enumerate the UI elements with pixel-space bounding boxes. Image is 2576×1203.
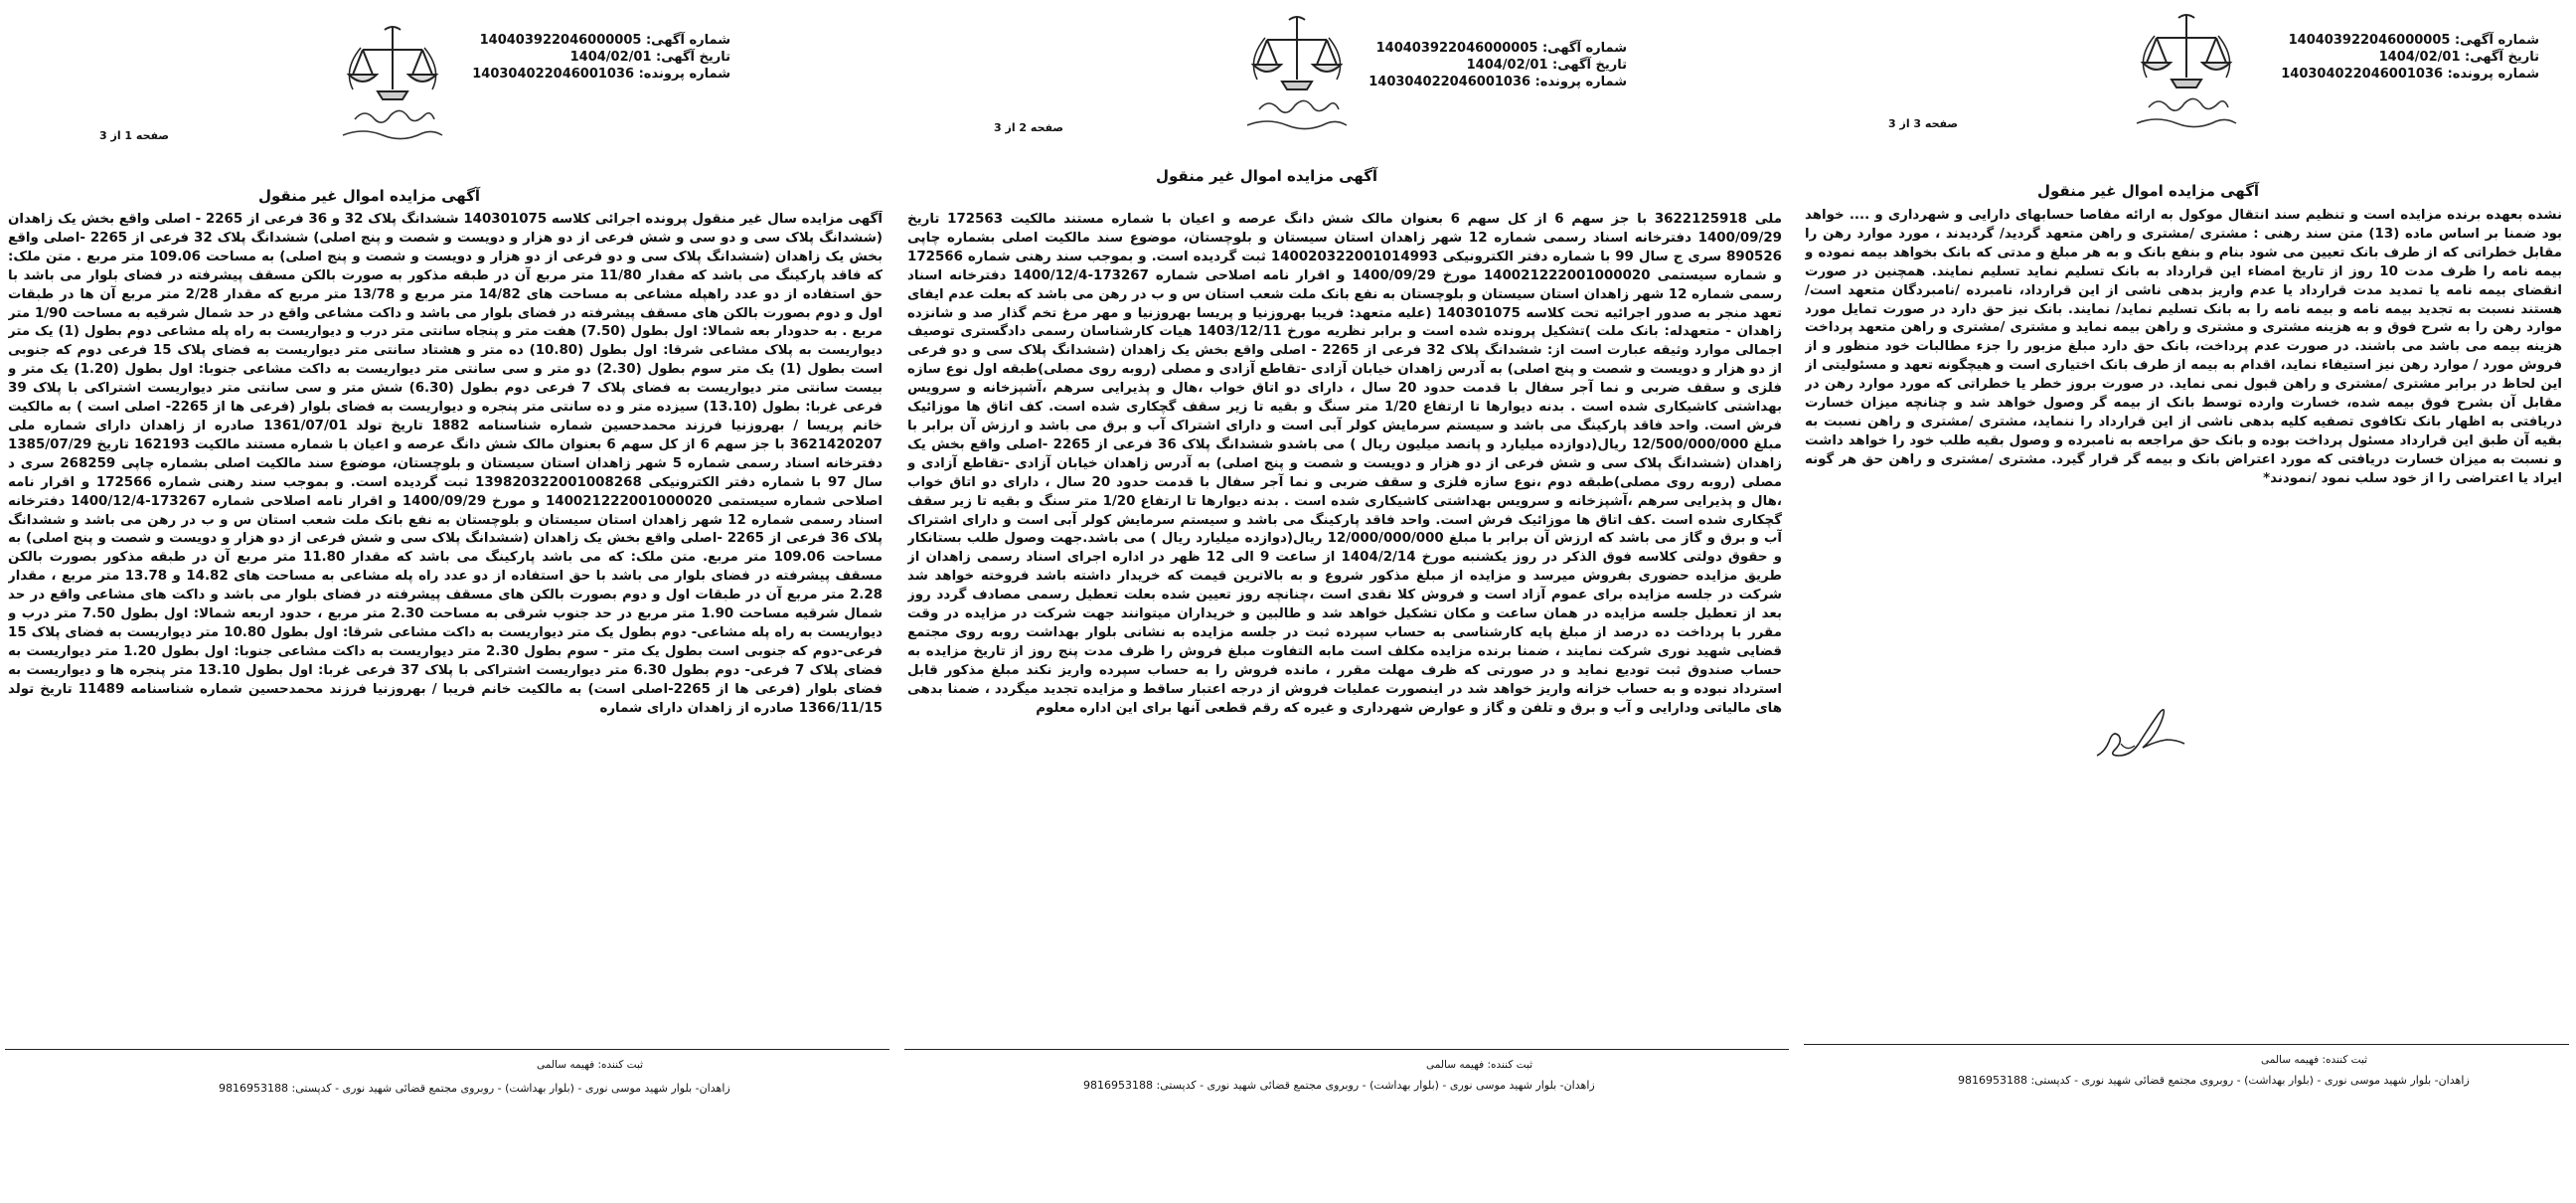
judiciary-emblem-icon — [1237, 10, 1357, 139]
case-number: 140304022046001036 — [2281, 67, 2444, 82]
ad-date-label: تاریخ آگهی: — [2465, 50, 2539, 65]
recorder-name: فهیمه سالمی — [537, 1059, 595, 1071]
ad-number: 140403922046000005 — [1375, 41, 1538, 56]
judiciary-emblem-icon — [333, 20, 452, 149]
case-number-label: شماره پرونده: — [1534, 75, 1627, 89]
page-1-meta — [472, 32, 730, 83]
ad-number-label: شماره آگهی: — [2454, 33, 2539, 48]
office-address: زاهدان- بلوار شهید موسی نوری - (بلوار بهداشت) - روبروی مجتمع قضائی شهید نوری - کدپستی: 9816953188 — [1958, 1074, 2470, 1087]
ad-date: 1404/02/01 — [1466, 58, 1548, 73]
ad-number-label: شماره آگهی: — [645, 33, 730, 48]
page-2-meta — [1368, 40, 1627, 90]
recorder-label: ثبت کننده: — [597, 1059, 644, 1071]
office-address: زاهدان- بلوار شهید موسی نوری - (بلوار بهداشت) - روبروی مجتمع قضائی شهید نوری - کدپستی: 9816953188 — [1083, 1079, 1595, 1092]
ad-number: 140403922046000005 — [2288, 33, 2451, 48]
document-page-2 — [899, 0, 1799, 1203]
page-title: آگهی مزایده اموال غیر منقول — [1156, 167, 1378, 185]
ad-date: 1404/02/01 — [569, 50, 652, 65]
ad-date-label: تاریخ آگهی: — [656, 50, 730, 65]
signature-icon — [2087, 686, 2196, 775]
page-number: صفحه 1 از 3 — [99, 129, 170, 142]
ad-number-label: شماره آگهی: — [1541, 41, 1627, 56]
ad-number-row — [479, 32, 730, 49]
recorder-name: فهیمه سالمی — [2261, 1054, 2320, 1066]
page-1-body-text: آگهی مزایده سال غیر منقول پرونده اجرائی کلاسه 140301075 ششدانگ پلاک 32 و 36 فرعی از 2265 - اصلی واقع بخش یک زاهدان (ششدانگ پلاک سی و دو سی و شش فرعی از دو هزار و دویست و شصت و پنج اصلی) ششدانگ پلاک 32 فرعی از 2265 -اصلی واقع بخش یک زاهدان (ششدانگ پلاک سی و دو فرعی از دو هزار و دویست و شصت و پنج اصلی) به مساحت 109.06 متر مربع . متن ملک: که فاقد پارکینگ می باشد که مقدار 11/80 متر مربع آن در طبقه مذکور به صورت بالکن مسقف پیشرفته در فضای بلوار می باشد با حق استفاده از دو عدد راهپله مشاعی به مساحت های 14/82 متر مربع و 13/78 متر مربع که مقدار 2/28 متر مربع آن ها در طبقات اول و دوم بصورت بالکن های مسقف پیشرفته در فضای بلوار می باشد و داکت مشاعی واقع در حد شمال شرقیه به مساحت 1/90 متر مربع . به حدودار بعه شمالا: اول بطول (7.50) هفت متر و پنجاه سانتی متر درب و دیواریست به راه پله مشاعی دوم بطول (1) یک متر دیواریست به پلاک مشاعی شرقا: اول بطول (10.80) ده متر و هشتاد سانتی متر دیواریست به فضای پلاک 15 فرعی دوم که جنوبی است بطول (1) یک متر سوم بطول (2.30) دو متر و سی سانتی متر دیواریست به داکت مشاعی جنوبا: اول بطول (1.20) یک متر و بیست سانتی متر دیواریست به فضای پلاک 7 فرعی دوم بطول (6.30) شش متر و سی سانتی متر دیواریست اشتراکی با پلاک 39 فرعی غربا: بطول (13.10) سیزده متر و ده سانتی متر پنجره و دیواریست به فضای بلوار (فرعی ها از 2265- اصلی است ) به مالکیت خانم پریسا / بهروزنیا فرزند محمدحسین شماره شناسنامه 1882 تاریخ تولد 1361/07/01 صادره از زاهدان دارای شماره ملی 3621420207 با جز سهم 6 از کل سهم 6 بعنوان مالک شش دانگ عرصه و اعیان با شماره مستند مالکیت 162193 تاریخ 1385/07/29 دفترخانه اسناد رسمی شماره 5 شهر زاهدان استان سیستان و بلوچستان، موضوع سند مالکیت اصلی بشماره چاپی 268259 سری د سال 97 با شماره دفتر الکترونیکی 139820322001008268 ثبت گردیده است. و بموجب سند رهنی شماره 172566 و اقرار نامه اصلاحی شماره سیستمی 140021222001000020 و مورخ 1400/09/29 و اقرار نامه اصلاحی شماره 173267-1400/12/4 دفترخانه اسناد رسمی شماره 12 شهر زاهدان استان سیستان و بلوچستان به نفع بانک ملت شعب استان س و ب در رهن می باشد و ششدانگ پلاک 36 فرعی از 2265 -اصلی واقع بخش یک زاهدان (ششدانگ پلاک سی و شش فرعی از دو هزار و دویست و شصت و پنج اصلی) به مساحت 109.06 متر مربع. متن ملک: که می باشد پارکینگ می باشد که مقدار 11.80 متر مربع آن در طبقه مذکور بصورت بالکن مسقف پیشرفته در فضای بلوار می باشد با حق استفاده از دو عدد راه پله مشاعی به مساحت های 14.82 و 13.78 متر مربع ، مقدار 2.28 متر مربع آن در طبقات اول و دوم بصورت بالکن های مسقف پیشرفته در فضای بلوار می باشد و داکت های مشاعی واقع در حد شمال شرقیه مساحت 1.90 متر مربع در حد جنوب شرقی به مساحت 2.30 متر مربع ، حدود اربعه شمالا: اول بطول 7.50 متر درب و دیواریست به راه پله مشاعی- دوم بطول یک متر دیواریست به داکت مشاعی شرقا: اول بطول 10.80 متر دیواریست به فضای پلاک 15 فرعی-دوم که جنوبی است بطول یک متر - سوم بطول 2.30 متر دیواریست به داکت مشاعی جنوبا: اول بطول 1.20 متر دیواریست به فضای پلاک 7 فرعی- دوم بطول 6.30 متر دیواریست اشتراکی با پلاک 37 فرعی غربا: اول بطول 13.10 متر پنجره ها و دیواریست به فضای بلوار (فرعی ها از 2265-اصلی است) به مالکیت خانم فریبا / بهروزنیا فرزند محمدحسین شماره شناسنامه 11489 تاریخ تولد 1366/11/15 صادره از زاهدان دارای شماره — [8, 212, 883, 716]
case-number: 140304022046001036 — [472, 67, 635, 82]
ad-date-row — [522, 49, 730, 66]
recorder-row — [537, 1059, 643, 1071]
page-title: آگهی مزایده اموال غیر منقول — [2037, 182, 2260, 200]
page-3-body-text: نشده بعهده برنده مزایده است و تنظیم سند انتقال موکول به ارائه مفاصا حسابهای دارایی و شهرداری و .... خواهد بود ضمنا بر اساس ماده (13) متن سند رهنی : مشتری /مشتری و راهن متعهد گردید/ گردیدند ، مورد موارد رهن را مقابل خطراتی که از طرف بانک تعیین می شود بنام و بنفع بانک و به هر مبلغ و مدتی که بانک بخواهد بیمه نموده و بیمه نامه را ظرف مدت 10 روز از تاریخ امضاء این قرارداد به بانک تسلیم نماید تسلیم نمایند. همچنین در صورت انقضای بیمه نامه یا تمدید مدت قرارداد یا عدم واریز بدهی ناشی از این قرارداد، نامبرده /نامبردگان متعهد است/ هستند نسبت به تجدید بیمه نامه و بیمه نامه را به بانک تسلیم نماید/ نمایند. بانک نیز حق دارد در صورت تمایل مورد موارد رهن را به شرح فوق و به هزینه مشتری و مشتری و راهن بیمه نماید و مشتری /مشتری و راهن متعهد پرداخت هزینه بیمه می باشد می باشند. در صورت عدم پرداخت، بانک حق دارد مبلغ مزبور را جزء مطالبات خود منظور و از فروش مورد / موارد رهن نیز استیفاء نماید، اقدام به بیمه از طرف بانک اختیاری است و هیچگونه تعهد و مسئولیتی از این لحاظ در برابر مشتری /مشتری و راهن قبول نمی نماید. در صورت بروز خطر یا خطراتی که مورد موارد رهن در مقابل آن بشرح فوق بیمه شده، خسارت وارده توسط بانک از بیمه گر وصول خواهد شد و چنانچه میزان خسارت دریافتی به اظهار بانک تکافوی تصفیه کلیه بدهی ناشی از این قرارداد را ننماید، مشتری /مشتری و راهن نسبت به بقیه آن طبق این قرارداد مسئول پرداخت بوده و بانک حق مراجعه به نامبرده و وصول بقیه طلب خود را خواهد داشت و نسبت به میزان خسارت دریافتی که مورد اعتراض بانک و بیمه گر قرار گیرد. مشتری /مشتری و راهن حق هر گونه ایراد یا اعتراضی را از خود سلب نمود /نمودند* — [1805, 208, 2562, 486]
ad-number-row — [2288, 32, 2539, 49]
page-number: صفحه 2 از 3 — [994, 121, 1064, 134]
case-number-row — [472, 66, 730, 83]
ad-date-row — [2331, 49, 2539, 66]
footer-divider — [1804, 1044, 2569, 1045]
judiciary-emblem-icon — [2127, 8, 2246, 137]
page-2-body-text: ملی 3622125918 با جز سهم 6 از کل سهم 6 بعنوان مالک شش دانگ عرصه و اعیان با شماره مستند مالکیت 172563 تاریخ 1400/09/29 دفترخانه اسناد رسمی شماره 12 شهر زاهدان استان سیستان و بلوچستان، موضوع سند مالکیت اصلی بشماره چاپی 890526 سری ج سال 99 با شماره دفتر الکترونیکی 140020322001014993 ثبت گردیده است. و بموجب سند رهنی شماره 172566 و شماره سیستمی 140021222001000020 مورخ 1400/09/29 و اقرار نامه اصلاحی شماره 173267-1400/12/4 دفترخانه اسناد رسمی شماره 12 شهر زاهدان استان سیستان و بلوچستان به نفع بانک ملت شعب استان س و ب در رهن می باشد که بعلت عدم ایفای تعهد منجر به صدور اجرائیه تحت کلاسه 140301075 (علیه متعهد: فریبا بهروزنیا و پریسا بهروزنیا و مهر مرغ تخم گذار صد و شانزده زاهدان - متعهدله: بانک ملت )تشکیل پرونده شده است و برابر نظریه مورخ 1403/12/11 هیات کارشناسان رسمی دادگستری توصیف اجمالی موارد وثیقه عبارت است از: ششدانگ پلاک 32 فرعی از 2265 - اصلی واقع بخش یک زاهدان (ششدانگ پلاک سی و دو فرعی از دو هزار و دویست و شصت و پنج اصلی) به آدرس زاهدان خیابان آزادی -تقاطع آزادی و مصلی (روبه روی مصلی)طبقه اول نوع سازه فلزی و سقف ضربی و نما آجر سفال با قدمت حدود 20 سال ، دارای دو اتاق خواب ،هال و پذیرایی سرهم ،آشپزخانه و سرویس بهداشتی کاشیکاری شده است . بدنه دیوارها تا ارتفاع 1/20 متر سنگ و بقیه تا زیر سقف گچکاری شده است. کف اتاق ها موزائیک فرش است. واحد فاقد پارکینگ می باشد و سیستم سرمایش کولر آبی است و دارای اشتراک آب و برق می باشد و ارزش آن برابر با مبلغ 12/500/000/000 ریال(دوازده میلیارد و پانصد میلیون ریال ) می باشدو ششدانگ پلاک 36 فرعی از 2265 -اصلی واقع بخش یک زاهدان (ششدانگ پلاک سی و شش فرعی از دو هزار و دویست و شصت و پنج اصلی) به آدرس زاهدان خیابان آزادی -تقاطع آزادی و مصلی (روبه روی مصلی)طبقه دوم ،نوع سازه فلزی و سقف ضربی و نما آجر سفال با قدمت حدود 20 سال ، دارای دو اتاق خواب ،هال و پذیرایی سرهم ،آشپزخانه و سرویس بهداشتی کاشیکاری شده است . بدنه دیوارها تا ارتفاع 1/20 متر سنگ و بقیه تا زیر سقف گچکاری شده است .کف اتاق ها موزائیک فرش است. واحد فاقد پارکینگ می باشد و سیستم سرمایش کولر آبی است و دارای اشتراک آب و برق و گاز می باشد که ارزش آن برابر با مبلغ 12/000/000/000 ریال(دوازده میلیارد ریال ) می باشد.جهت وصول طلب بستانکار و حقوق دولتی کلاسه فوق الذکر در روز یکشنبه مورخ 1404/2/14 از ساعت 9 الی 12 ظهر در اداره اجرای اسناد رسمی زاهدان از طریق مزایده حضوری بفروش میرسد و مزایده از مبلغ مذکور شروع و به بالاترین قیمت که خریدار داشته باشد فروخته خواهد شد شرکت در جلسه مزایده برای عموم آزاد است و فروش کلا نقدی است ،چنانچه روز تعیین شده بعلت تعطیل رسمی مصادف گردد روز بعد از تعطیل جلسه مزایده در همان ساعت و مکان تشکیل خواهد شد و طالبین و خریداران میتوانند جهت شرکت در مزایده در وقت مقرر با پرداخت ده درصد از مبلغ پایه کارشناسی به حساب سپرده ثبت در جلسه مزایده به نشانی بلوار بهداشت روبه روی مجتمع قضایی شهید نوری شرکت نمایند ، ضمنا برنده مزایده مکلف است مابه التفاوت مبلغ فروش را ظرف مدت پنج روز از تاریخ مزایده به حساب صندوق ثبت تودیع نماید و در صورتی که ظرف مهلت مقرر ، مانده فروش را به حساب سپرده واریز نکند مبلغ مذکور قابل استرداد نبوده و به حساب خزانه واریز خواهد شد در اینصورت عملیات فروش از درجه اعتبار ساقط و مزایده تجدید میگردد ، ضمنا بدهی های مالیاتی ودارایی و آب و برق و تلفن و گاز و عوارض شهرداری و غیره که رقم قطعی آنها برای این اداره معلوم — [907, 212, 1782, 716]
document-page-1 — [0, 0, 899, 1203]
page-number: صفحه 3 از 3 — [1888, 117, 1959, 130]
ad-number: 140403922046000005 — [479, 33, 642, 48]
document-page-3 — [1799, 0, 2576, 1203]
office-address: زاهدان- بلوار شهید موسی نوری - (بلوار بهداشت) - روبروی مجتمع قضائی شهید نوری - کدپستی: 9816953188 — [219, 1082, 730, 1095]
case-number-row — [2281, 66, 2539, 83]
case-number-label: شماره پرونده: — [638, 67, 730, 82]
recorder-row — [2261, 1054, 2367, 1066]
recorder-row — [1426, 1059, 1532, 1071]
page-3-meta — [2281, 32, 2539, 83]
scales-of-justice-icon — [333, 20, 452, 149]
footer-divider — [904, 1049, 1789, 1050]
case-number-row — [1368, 74, 1627, 90]
case-number-label: شماره پرونده: — [2447, 67, 2539, 82]
recorder-label: ثبت کننده: — [1487, 1059, 1533, 1071]
case-number: 140304022046001036 — [1368, 75, 1531, 89]
recorder-label: ثبت کننده: — [2322, 1054, 2368, 1066]
ad-date-row — [1418, 57, 1627, 74]
ad-number-row — [1375, 40, 1627, 57]
scales-of-justice-icon — [1237, 10, 1357, 139]
scales-of-justice-icon — [2127, 8, 2246, 137]
ad-date: 1404/02/01 — [2378, 50, 2461, 65]
handwritten-signature — [2087, 686, 2196, 775]
footer-divider — [5, 1049, 889, 1050]
recorder-name: فهیمه سالمی — [1426, 1059, 1485, 1071]
ad-date-label: تاریخ آگهی: — [1552, 58, 1627, 73]
page-title: آگهی مزایده اموال غیر منقول — [258, 187, 481, 205]
